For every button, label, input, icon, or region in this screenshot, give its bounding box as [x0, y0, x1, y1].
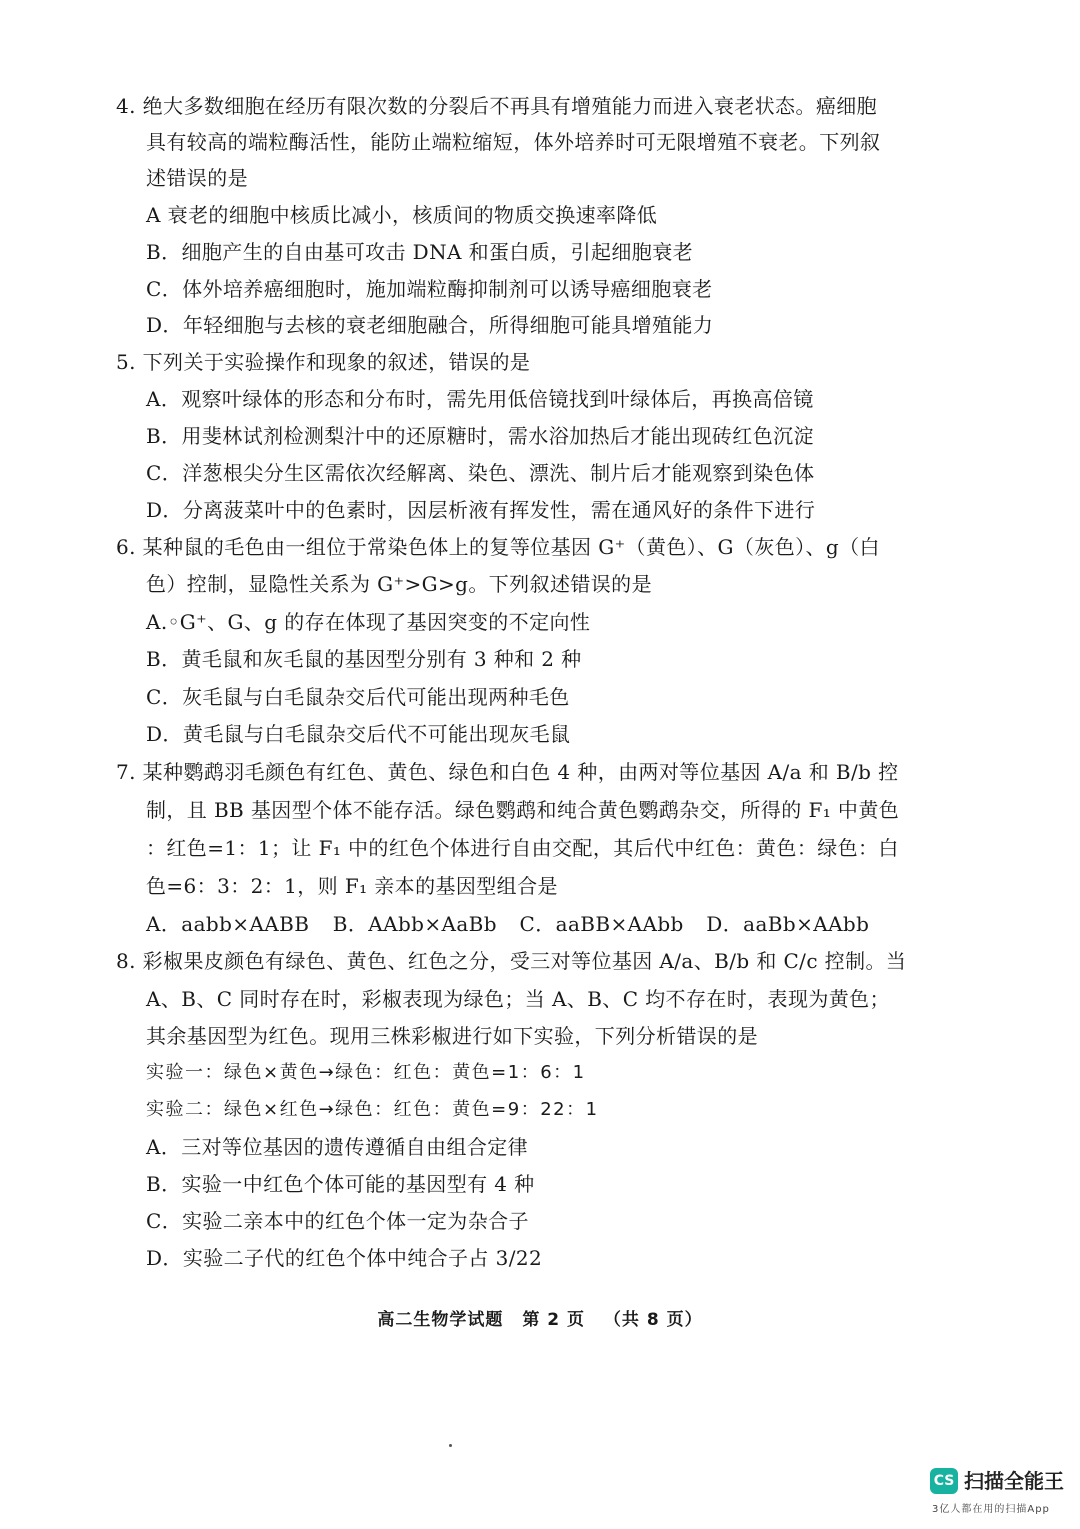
q7-options-row [146, 910, 869, 938]
footer-total: （共 8 页） [603, 1310, 703, 1330]
q8-stem-line-1: 8. 彩椒果皮颜色有绿色、黄色、红色之分，受三对等位基因 A/a、B/b 和 C/c 控制。当 [116, 949, 907, 973]
q8-stem-line-3: 其余基因型为红色。现用三株彩椒进行如下实验，下列分析错误的是 [146, 1024, 758, 1048]
scan-speck [449, 1444, 452, 1447]
q8-experiment-1: 实验一：绿色×黄色→绿色：红色：黄色=1：6：1 [146, 1062, 586, 1083]
q5-option-c: C．洋葱根尖分生区需依次经解离、染色、漂洗、制片后才能观察到染色体 [146, 461, 815, 485]
q7-number: 7. [116, 760, 136, 784]
camscanner-logo-icon: CS [930, 1468, 958, 1494]
watermark-tagline: 3亿人都在用的扫描App [932, 1504, 1050, 1515]
q7-option-b: B．AAbb×AaBb [332, 912, 497, 936]
q4-stem-line-1: 4. 绝大多数细胞在经历有限次数的分裂后不再具有增殖能力而进入衰老状态。癌细胞 [116, 94, 878, 118]
q7-stem-line-4: 色=6：3：2：1，则 F₁ 亲本的基因型组合是 [146, 874, 558, 898]
q8-stem-line-2: A、B、C 同时存在时，彩椒表现为绿色；当 A、B、C 均不存在时，表现为黄色； [146, 987, 890, 1011]
footer-title: 高二生物学试题 [377, 1310, 504, 1330]
page-footer [0, 1305, 1080, 1330]
q4-stem-line-3: 述错误的是 [146, 166, 248, 190]
q8-number: 8. [116, 949, 136, 973]
q5-option-b: B．用斐林试剂检测梨汁中的还原糖时，需水浴加热后才能出现砖红色沉淀 [146, 424, 814, 448]
q5-option-d: D．分离菠菜叶中的色素时，因层析液有挥发性，需在通风好的条件下进行 [146, 498, 816, 522]
q4-stem-line-2: 具有较高的端粒酶活性，能防止端粒缩短，体外培养时可无限增殖不衰老。下列叙 [146, 130, 881, 154]
q6-option-c: C．灰毛鼠与白毛鼠杂交后代可能出现两种毛色 [146, 685, 570, 709]
q4-number: 4. [116, 94, 136, 118]
q6-stem-line-1: 6. 某种鼠的毛色由一组位于常染色体上的复等位基因 G⁺（黄色）、G（灰色）、g（白 [116, 535, 880, 559]
q8-option-b: B．实验一中红色个体可能的基因型有 4 种 [146, 1172, 535, 1196]
q6-option-a: A.◦G⁺、G、g 的存在体现了基因突变的不定向性 [146, 610, 591, 634]
q7-stem-line-3: ：红色=1：1；让 F₁ 中的红色个体进行自由交配，其后代中红色：黄色：绿色：白 [146, 836, 899, 860]
footer-page: 第 2 页 [522, 1310, 585, 1330]
q8-option-a: A．三对等位基因的遗传遵循自由组合定律 [146, 1135, 529, 1159]
q6-option-b: B．黄毛鼠和灰毛鼠的基因型分别有 3 种和 2 种 [146, 647, 582, 671]
scanner-watermark [930, 1468, 1070, 1518]
q8-option-d: D．实验二子代的红色个体中纯合子占 3/22 [146, 1246, 543, 1270]
q7-stem-line-1: 7. 某种鹦鹉羽毛颜色有红色、黄色、绿色和白色 4 种，由两对等位基因 A/a 和 B/b 控 [116, 760, 899, 784]
q7-option-a: A．aabb×AABB [146, 912, 310, 936]
q5-stem-line-1: 5. 下列关于实验操作和现象的叙述，错误的是 [116, 350, 531, 374]
q4-option-d: D．年轻细胞与去核的衰老细胞融合，所得细胞可能具增殖能力 [146, 313, 714, 337]
q7-option-c: C．aaBB×AAbb [519, 912, 684, 936]
q6-number: 6. [116, 535, 136, 559]
q6-stem-line-2: 色）控制，显隐性关系为 G⁺>G>g。下列叙述错误的是 [146, 572, 652, 596]
q6-option-d: D．黄毛鼠与白毛鼠杂交后代不可能出现灰毛鼠 [146, 722, 571, 746]
q8-option-c: C．实验二亲本中的红色个体一定为杂合子 [146, 1209, 529, 1233]
q4-option-c: C．体外培养癌细胞时，施加端粒酶抑制剂可以诱导癌细胞衰老 [146, 277, 713, 301]
q4-option-a: A 衰老的细胞中核质比减小，核质间的物质交换速率降低 [146, 203, 658, 227]
q8-experiment-2: 实验二：绿色×红色→绿色：红色：黄色=9：22：1 [146, 1099, 599, 1120]
q5-option-a: A．观察叶绿体的形态和分布时，需先用低倍镜找到叶绿体后，再换高倍镜 [146, 387, 814, 411]
q7-option-d: D．aaBb×AAbb [706, 912, 870, 936]
q5-number: 5. [116, 350, 136, 374]
watermark-app-name: 扫描全能王 [964, 1469, 1064, 1493]
q7-stem-line-2: 制，且 BB 基因型个体不能存活。绿色鹦鹉和纯合黄色鹦鹉杂交，所得的 F₁ 中黄色 [146, 798, 900, 822]
q4-option-b: B．细胞产生的自由基可攻击 DNA 和蛋白质，引起细胞衰老 [146, 240, 693, 264]
